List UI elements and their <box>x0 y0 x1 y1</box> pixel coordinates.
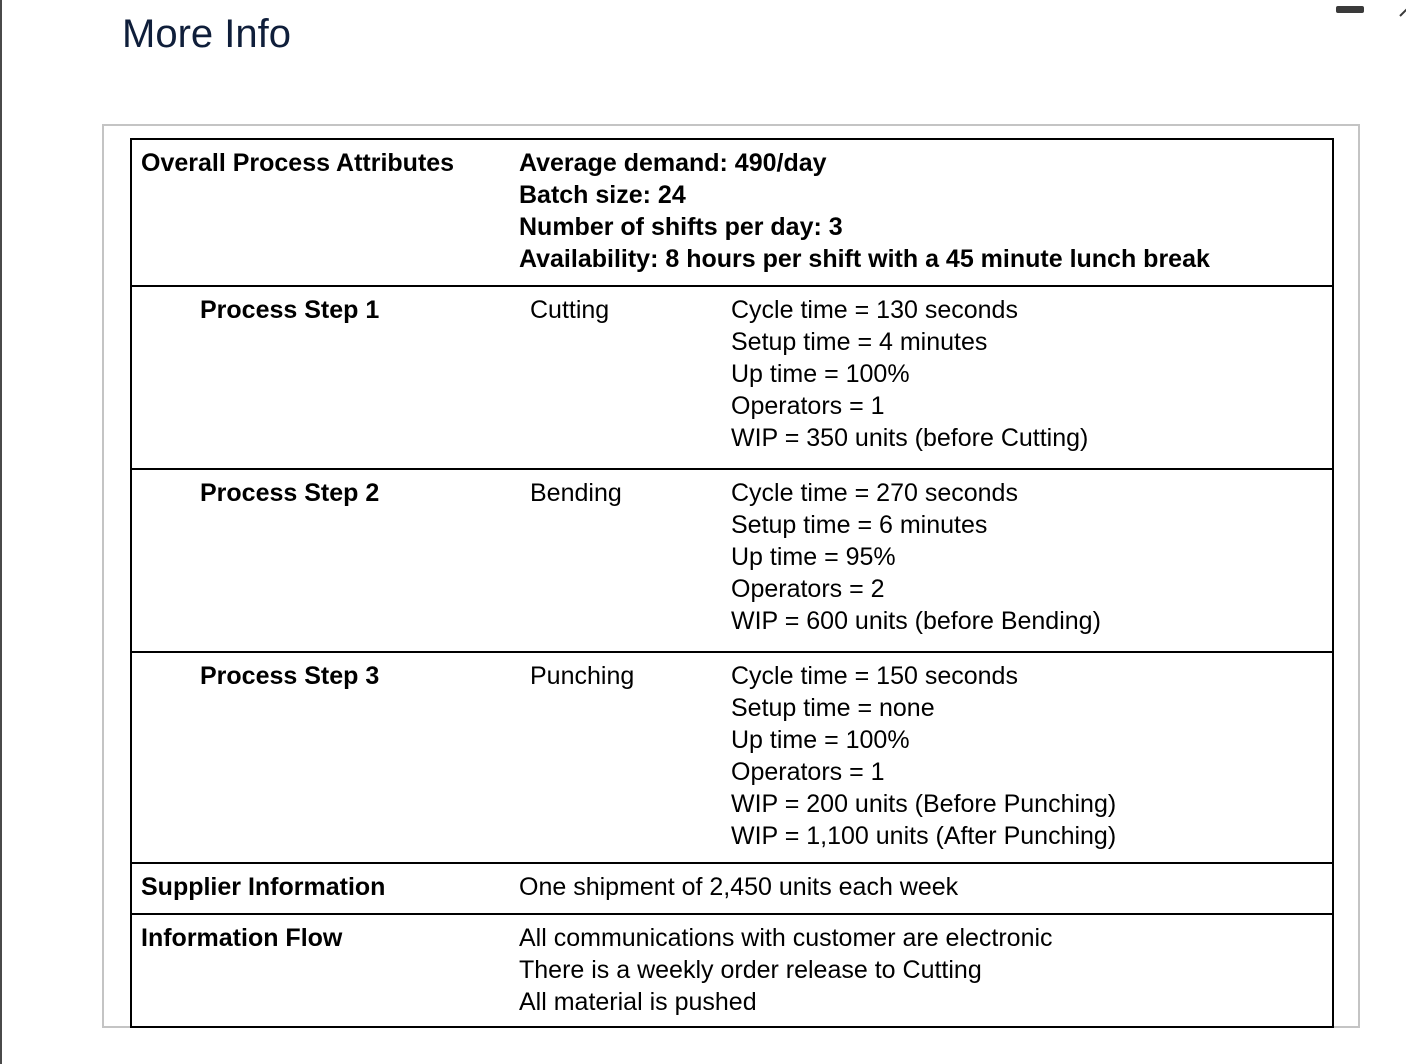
step-detail-line: Setup time = 6 minutes <box>731 511 988 539</box>
step-details <box>722 652 1333 863</box>
step-detail-line: Operators = 2 <box>731 575 885 603</box>
step-detail-line: WIP = 350 units (before Cutting) <box>731 424 1089 452</box>
step-detail-line: Up time = 100% <box>731 726 910 754</box>
page-title: More Info <box>122 12 291 56</box>
information-flow-line: All communications with customer are electronic <box>519 924 1053 952</box>
step-detail-line: Cycle time = 150 seconds <box>731 662 1018 690</box>
table-row-step-2 <box>131 469 1333 652</box>
minimize-icon[interactable] <box>1336 6 1364 13</box>
table-row-step-3 <box>131 652 1333 863</box>
table-row-step-1 <box>131 286 1333 469</box>
overall-line: Number of shifts per day: 3 <box>519 213 843 241</box>
table-row-overall <box>131 139 1333 286</box>
step-name: Bending <box>530 479 622 507</box>
supplier-line: One shipment of 2,450 units each week <box>519 873 959 901</box>
table-row-information-flow <box>131 914 1333 1027</box>
step-detail-line: Cycle time = 270 seconds <box>731 479 1018 507</box>
overall-line: Average demand: 490/day <box>519 149 827 177</box>
supplier-label: Supplier Information <box>141 873 386 901</box>
step-name: Cutting <box>530 296 610 324</box>
window-left-border <box>0 0 2 1064</box>
information-flow-details <box>510 914 1333 1027</box>
supplier-details <box>510 863 1333 914</box>
close-icon[interactable] <box>1398 2 1406 18</box>
step-label: Process Step 3 <box>200 662 380 690</box>
step-label: Process Step 1 <box>200 296 380 324</box>
step-detail-line: Operators = 1 <box>731 758 885 786</box>
step-detail-line: Up time = 100% <box>731 360 910 388</box>
information-flow-label: Information Flow <box>141 924 343 952</box>
step-details <box>722 469 1333 652</box>
step-detail-line: Up time = 95% <box>731 543 896 571</box>
overall-line: Batch size: 24 <box>519 181 686 209</box>
information-flow-line: There is a weekly order release to Cutting <box>519 956 982 984</box>
step-detail-line: Setup time = 4 minutes <box>731 328 988 356</box>
step-detail-line: WIP = 200 units (Before Punching) <box>731 790 1117 818</box>
overall-attributes <box>510 139 1333 286</box>
step-detail-line: WIP = 1,100 units (After Punching) <box>731 822 1117 850</box>
overall-line: Availability: 8 hours per shift with a 45 minute lunch break <box>519 245 1210 273</box>
step-details <box>722 286 1333 469</box>
overall-label: Overall Process Attributes <box>141 149 455 177</box>
step-detail-line: Setup time = none <box>731 694 935 722</box>
information-flow-line: All material is pushed <box>519 988 757 1016</box>
step-detail-line: Operators = 1 <box>731 392 885 420</box>
step-label: Process Step 2 <box>200 479 380 507</box>
step-detail-line: Cycle time = 130 seconds <box>731 296 1018 324</box>
step-detail-line: WIP = 600 units (before Bending) <box>731 607 1101 635</box>
table-row-supplier <box>131 863 1333 914</box>
process-info-table <box>130 138 1334 1028</box>
step-name: Punching <box>530 662 635 690</box>
